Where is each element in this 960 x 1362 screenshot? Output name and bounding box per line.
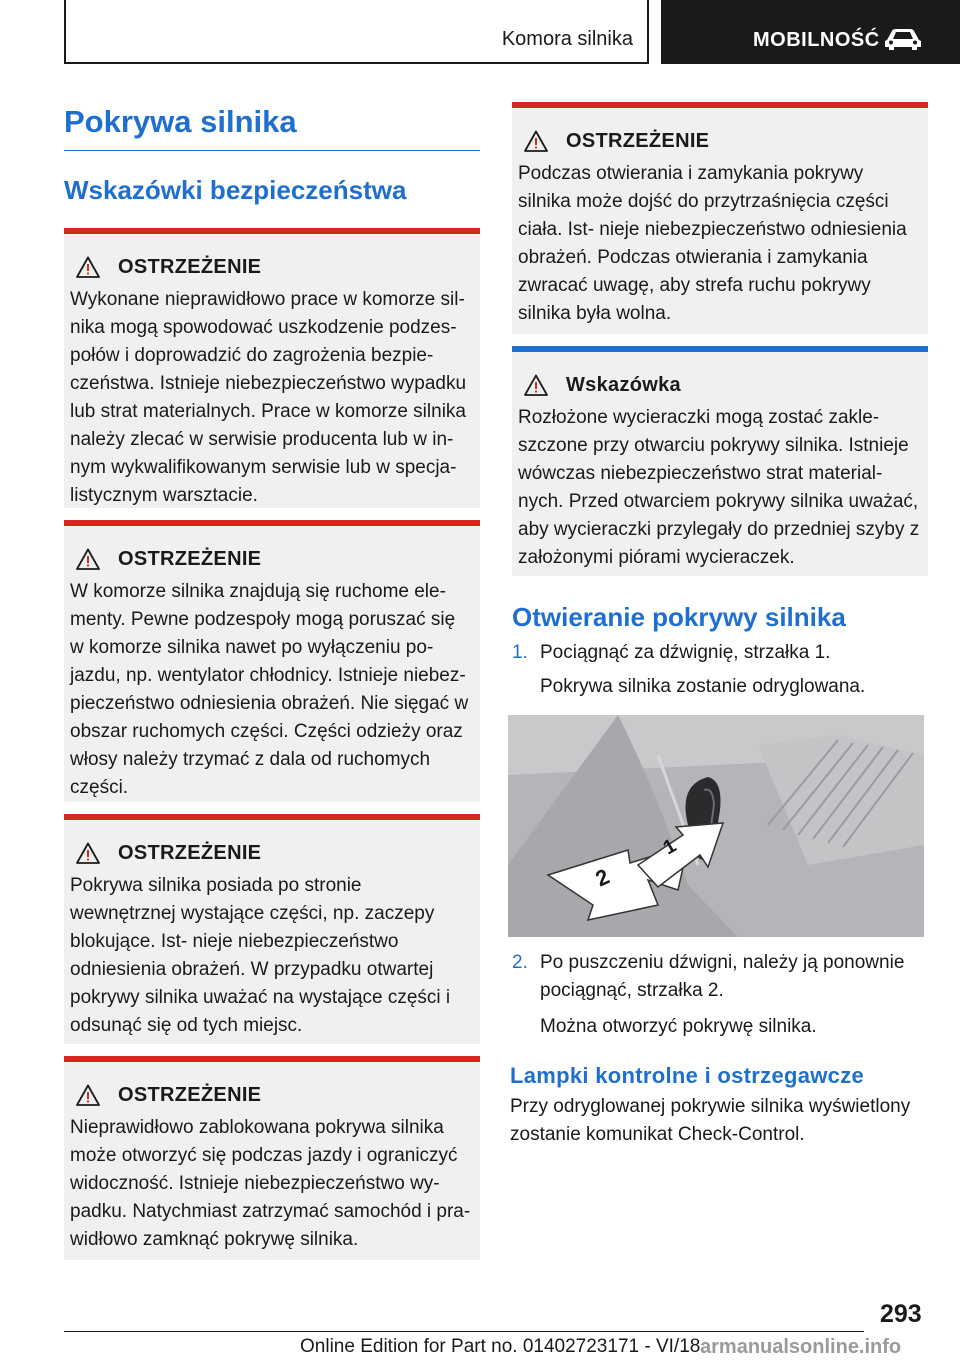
step-item: [512, 639, 928, 667]
warning-text: Nieprawidłowo zablokowana pokrywa silnika może otworzyć się podczas jazdy i ograniczyć widoczność. Istnieje niebezpieczeństwo wy- padku. Natychmiast zatrzymać samochód i pra- widłowo zamknąć pokrywę silnika.: [70, 1117, 471, 1250]
car-icon: [883, 26, 923, 52]
footer-edition: Online Edition for Part no. 01402723171 - VI/18: [300, 1336, 701, 1357]
step-number: 1.: [512, 642, 528, 663]
warning-text: Podczas otwierania i zamykania pokrywy silnika może dojść do przytrzaśnięcia części ciała. Ist- nieje niebezpieczeństwo odniesienia obrażeń. Podczas otwierania i zamykania zwracać uwagę, aby strefa ruchu pokrywy silnika była wolna.: [518, 163, 907, 324]
note-text: Rozłożone wycieraczki mogą zostać zakle- szczone przy otwarciu pokrywy silnika. Istnieje wówczas niebezpieczeństwo strat material- nych. Przed otwarciem pokrywy silnika uważać, aby wycieraczki przylegały do przedniej szyby z założonymi piórami wycieraczek.: [518, 407, 920, 568]
page-number: 293: [880, 1300, 922, 1328]
arrow-label-2: 2: [591, 863, 614, 892]
warning-label: OSTRZEŻENIE: [566, 129, 710, 152]
warning-text: Wykonane nieprawidłowo prace w komorze sil- nika mogą spowodować uszkodzenie podzes- połów i doprowadzić do zagrożenia bezpie- czeństwa. Istnieje niebezpieczeństwo wypadku lub strat materialnych. Prace w komorze silnika należy zlecać w serwisie producenta lub w in- nym wykwalifikowanym serwisie lub w specja- listycznym warsztacie.: [70, 289, 467, 506]
warning-triangle-icon: [76, 1084, 100, 1106]
warning-text: W komorze silnika znajdują się ruchome ele- menty. Pewne podzespoły mogą poruszać się w komorze silnika nawet po wyłączeniu po- jazdu, np. wentylator chłodnicy. Istnieje niebez- pieczeństwo odniesienia obrażeń. Nie sięgać w obszar ruchomych części. Części odzieży oraz włosy należy trzymać z dala od ruchomych części.: [70, 581, 469, 798]
warning-triangle-icon: [76, 256, 100, 278]
right-column: [512, 102, 928, 1149]
note-box: [512, 346, 928, 576]
warning-triangle-icon: [76, 548, 100, 570]
header-chapter-title: MOBILNOŚĆ: [753, 29, 880, 51]
warning-triangle-icon: [524, 130, 548, 152]
warning-box: [64, 228, 480, 508]
warning-box: [64, 814, 480, 1044]
lamps-text: Przy odryglowanej pokrywie silnika wyświetlony zostanie komunikat Check-Control.: [510, 1096, 911, 1145]
footer-watermark: armanualsonline.info: [700, 1336, 902, 1358]
step-text: Pociągnąć za dźwignię, strzałka 1.: [540, 642, 831, 663]
step-note: Pokrywa silnika zostanie odryglowana.: [540, 676, 866, 697]
lamps-title: Lampki kontrolne i ostrzegawcze: [510, 1063, 865, 1088]
step-text: Po puszczeniu dźwigni, należy ją ponownie pociągnąć, strzałka 2.: [540, 952, 905, 1001]
header-section-box: [64, 0, 649, 64]
warning-label: OSTRZEŻENIE: [118, 547, 262, 570]
left-column: [64, 100, 480, 1260]
page-title: Pokrywa silnika: [64, 100, 480, 151]
warning-box: [64, 1056, 480, 1260]
warning-box: [64, 520, 480, 802]
warning-text: Pokrywa silnika posiada po stronie wewnętrznej wystające części, np. zaczepy blokujące. Ist- nieje niebezpieczeństwo odniesienia obrażeń. W przypadku otwartej pokrywy silnika uważać na wystające części i odsunąć się od tych miejsc.: [70, 875, 451, 1036]
header-section-title: Komora silnika: [501, 28, 633, 50]
warning-triangle-icon: [524, 374, 548, 396]
warning-label: OSTRZEŻENIE: [118, 841, 262, 864]
step-note: Można otworzyć pokrywę silnika.: [540, 1016, 817, 1037]
warning-label: OSTRZEŻENIE: [118, 255, 262, 278]
hood-release-illustration: [508, 715, 924, 937]
hood-release-figure: [508, 715, 924, 937]
steps-list: [512, 639, 928, 701]
step-number: 2.: [512, 952, 528, 973]
warning-triangle-icon: [76, 842, 100, 864]
warning-box: [512, 102, 928, 334]
step-item: [512, 949, 928, 1005]
steps-list: [512, 949, 928, 1041]
open-hood-title: Otwieranie pokrywy silnika: [512, 602, 846, 632]
footer-divider: [64, 1331, 864, 1332]
arrow-label-1: 1: [659, 834, 681, 860]
header-chapter-box: [661, 0, 960, 64]
warning-label: OSTRZEŻENIE: [118, 1083, 262, 1106]
safety-subtitle: Wskazówki bezpieczeństwa: [64, 175, 407, 205]
note-label: Wskazówka: [566, 373, 681, 396]
